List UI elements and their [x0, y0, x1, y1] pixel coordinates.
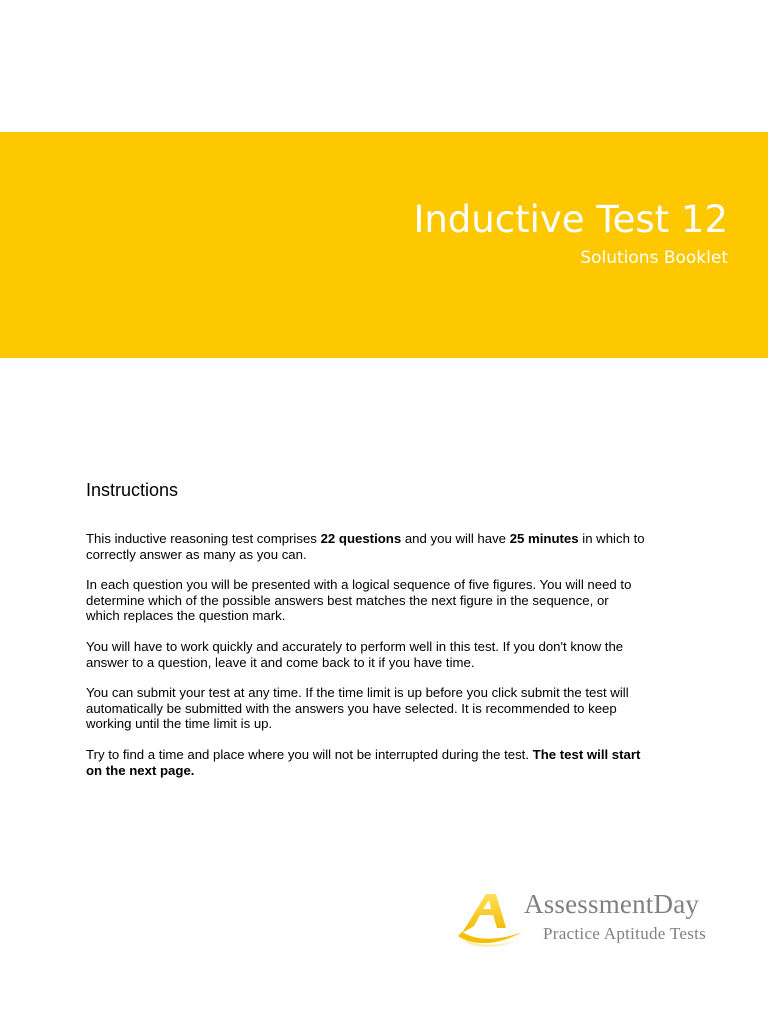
instructions-paragraph-1: [86, 531, 646, 562]
instructions-paragraph-4: You can submit your test at any time. If the time limit is up before you click submit the test will automatically be submitted with the answers you have selected. It is recommended to keep working until the time limit is up.: [86, 685, 629, 732]
assessmentday-logo: [456, 888, 746, 950]
time-limit: 25 minutes: [509, 531, 579, 546]
p1-text-end: in which to correctly answer as many as you can.: [86, 531, 645, 562]
document-subtitle: Solutions Booklet: [580, 248, 728, 268]
instructions-paragraph-5: [86, 747, 646, 778]
instructions-paragraph-3: You will have to work quickly and accurately to perform well in this test. If you don't know the answer to a question, leave it and come back to it if you have time.: [86, 638, 624, 670]
logo-name: AssessmentDay: [524, 889, 700, 919]
assessmentday-logo-icon: [456, 888, 526, 950]
p1-text-start: This inductive reasoning test comprises: [86, 531, 321, 546]
p5-text: Try to find a time and place where you will not be interrupted during the test.: [86, 746, 533, 762]
p1-text-middle: and you will have: [401, 531, 510, 546]
test-start-note: The test will start on the next page.: [86, 746, 641, 778]
instructions-paragraph-2: In each question you will be presented with a logical sequence of five figures. You will need to determine which of the possible answers best matches the next figure in the sequence, or which replaces the question mark.: [86, 577, 632, 624]
instructions-heading: Instructions: [86, 480, 179, 500]
title-banner: [0, 132, 768, 358]
logo-tagline: Practice Aptitude Tests: [543, 924, 707, 943]
document-title: Inductive Test 12: [413, 198, 728, 241]
instructions-body: [86, 531, 646, 793]
question-count: 22 questions: [320, 531, 402, 546]
